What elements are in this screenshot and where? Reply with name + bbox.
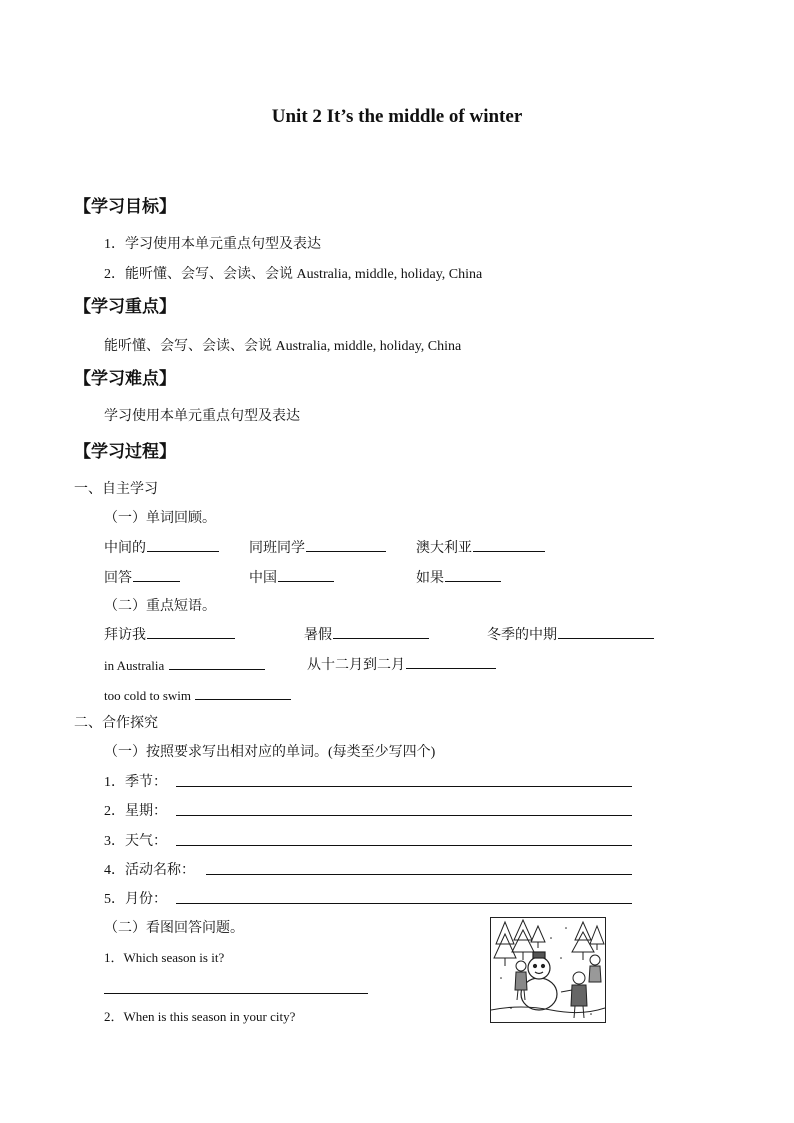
- part1-sub2-label: （二）重点短语。: [104, 599, 216, 614]
- phrase-item-summer-holiday: 暑假: [304, 624, 429, 644]
- category-label-weather: 3．天气：: [104, 834, 167, 849]
- word-item-middle: 中间的: [104, 537, 219, 557]
- answer-line[interactable]: [176, 815, 632, 816]
- phrase-item-too-cold: too cold to swim: [104, 685, 291, 704]
- phrase-item-dec-to-feb: 从十二月到二月: [307, 654, 496, 674]
- part2-sub1-label: （一）按照要求写出相对应的单词。(每类至少写四个): [104, 745, 436, 760]
- answer-blank[interactable]: [445, 567, 501, 582]
- phrase-item-mid-winter: 冬季的中期: [487, 624, 654, 644]
- category-label-weekdays: 2．星期：: [104, 804, 167, 819]
- word-item-answer: 回答: [104, 567, 180, 587]
- category-label-months: 5．月份：: [104, 892, 167, 907]
- phrase-item-in-australia: in Australia: [104, 655, 265, 674]
- answer-line[interactable]: [176, 845, 632, 846]
- part1-sub1-label: （一）单词回顾。: [104, 511, 216, 526]
- question-1: 1．Which season is it?: [104, 950, 225, 965]
- difficulties-heading: 【学习难点】: [74, 369, 176, 388]
- page-title: Unit 2 It’s the middle of winter: [271, 106, 523, 127]
- answer-line[interactable]: [176, 786, 632, 787]
- part2-sub2-label: （二）看图回答问题。: [104, 921, 244, 936]
- answer-blank[interactable]: [147, 537, 219, 552]
- word-item-australia: 澳大利亚: [416, 537, 545, 557]
- category-label-activities: 4．活动名称：: [104, 863, 195, 878]
- difficulties-text: 学习使用本单元重点句型及表达: [104, 409, 300, 424]
- answer-blank[interactable]: [406, 654, 496, 669]
- answer-blank[interactable]: [278, 567, 334, 582]
- answer-blank[interactable]: [195, 685, 291, 700]
- answer-blank[interactable]: [133, 567, 180, 582]
- part2-heading: 二、合作探究: [74, 716, 158, 731]
- word-item-china: 中国: [249, 567, 334, 587]
- key-points-text: 能听懂、会写、会读、会说 Australia, middle, holiday, China: [104, 339, 462, 354]
- answer-blank[interactable]: [306, 537, 386, 552]
- answer-blank[interactable]: [558, 624, 654, 639]
- answer-blank[interactable]: [333, 624, 429, 639]
- answer-line[interactable]: [176, 903, 632, 904]
- goal-item-1: 1．学习使用本单元重点句型及表达: [104, 237, 321, 252]
- word-item-classmate: 同班同学: [249, 537, 386, 557]
- answer-line[interactable]: [206, 874, 632, 875]
- part1-heading: 一、自主学习: [74, 482, 158, 497]
- snowman-scene-icon: [490, 917, 606, 1023]
- answer-blank[interactable]: [473, 537, 545, 552]
- word-item-if: 如果: [416, 567, 501, 587]
- question-2: 2．When is this season in your city?: [104, 1009, 296, 1024]
- answer-blank[interactable]: [169, 655, 265, 670]
- category-label-seasons: 1．季节：: [104, 775, 167, 790]
- goal-item-2: 2．能听懂、会写、会读、会说 Australia, middle, holiday, China: [104, 267, 483, 282]
- answer-blank[interactable]: [147, 624, 235, 639]
- key-points-heading: 【学习重点】: [74, 297, 176, 316]
- process-heading: 【学习过程】: [74, 442, 176, 461]
- answer-line[interactable]: [104, 993, 368, 994]
- phrase-item-visit-me: 拜访我: [104, 624, 235, 644]
- goals-heading: 【学习目标】: [74, 197, 176, 216]
